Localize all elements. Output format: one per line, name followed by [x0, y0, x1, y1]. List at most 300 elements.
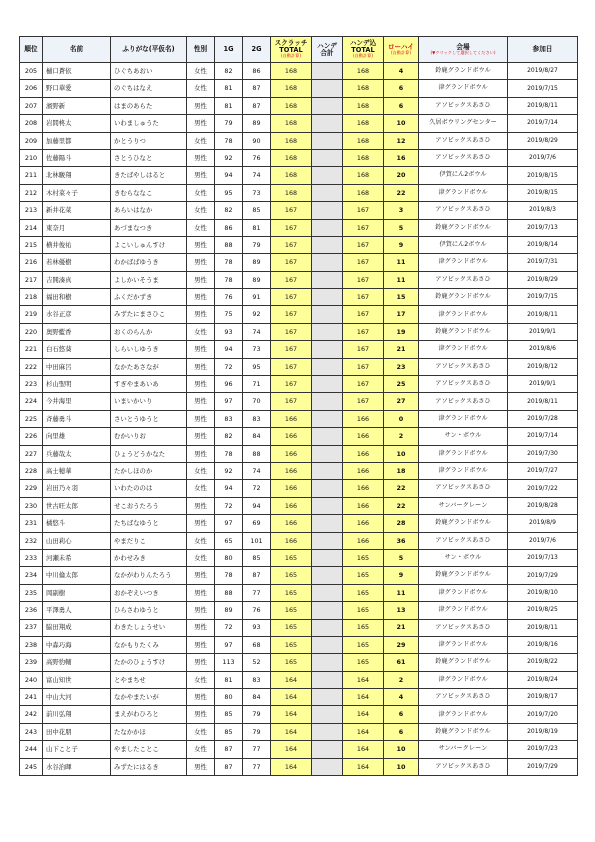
- scratch-total-cell: 167: [271, 323, 312, 340]
- date-cell[interactable]: 2019/8/15: [508, 167, 578, 184]
- name-cell: 中山大河: [43, 689, 111, 706]
- venue-select[interactable]: サンバークレーン: [419, 497, 508, 514]
- furigana-cell: いまいかいり: [111, 393, 187, 410]
- venue-select[interactable]: 伊賀にん2ボウル: [419, 236, 508, 253]
- name-cell: 世古旺太郎: [43, 497, 111, 514]
- table-row: [20, 706, 578, 723]
- lowhigh-cell: 4: [384, 689, 419, 706]
- date-cell[interactable]: 2019/7/14: [508, 428, 578, 445]
- handicap-cell[interactable]: [312, 689, 343, 706]
- venue-select[interactable]: 鈴鹿グランドボウル: [419, 654, 508, 671]
- table-row: [20, 723, 578, 740]
- scratch-total-cell: 166: [271, 462, 312, 479]
- lowhigh-cell: 11: [384, 271, 419, 288]
- game1-cell: 97: [215, 515, 243, 532]
- date-cell[interactable]: 2019/8/9: [508, 515, 578, 532]
- handicap-total-cell: 165: [343, 584, 384, 601]
- handicap-cell[interactable]: [312, 723, 343, 740]
- date-cell[interactable]: 2019/7/6: [508, 532, 578, 549]
- venue-select[interactable]: 津グランドボウル: [419, 80, 508, 97]
- scratch-total-cell: 167: [271, 341, 312, 358]
- venue-select[interactable]: 鈴鹿グランドボウル: [419, 289, 508, 306]
- date-cell[interactable]: 2019/8/28: [508, 497, 578, 514]
- gender-cell: 女性: [187, 184, 215, 201]
- scratch-total-cell: 167: [271, 254, 312, 271]
- game2-cell: 91: [243, 289, 271, 306]
- gender-cell: 男性: [187, 636, 215, 653]
- handicap-cell[interactable]: [312, 602, 343, 619]
- col-game1: 1G: [215, 37, 243, 63]
- furigana-cell: なかがわりんたろう: [111, 567, 187, 584]
- handicap-cell[interactable]: [312, 619, 343, 636]
- handicap-total-cell: 165: [343, 602, 384, 619]
- venue-select[interactable]: 久居ボウリングセンター: [419, 115, 508, 132]
- name-cell: 佐藤陽斗: [43, 149, 111, 166]
- handicap-cell[interactable]: [312, 323, 343, 340]
- venue-select[interactable]: 鈴鹿グランドボウル: [419, 515, 508, 532]
- col-lowhigh: [384, 37, 419, 63]
- rank-cell: 226: [20, 428, 43, 445]
- furigana-cell: さいとうゆうと: [111, 410, 187, 427]
- rank-cell: 228: [20, 462, 43, 479]
- lowhigh-cell: 2: [384, 428, 419, 445]
- rank-cell: 224: [20, 393, 43, 410]
- game1-cell: 75: [215, 306, 243, 323]
- handicap-cell[interactable]: [312, 532, 343, 549]
- date-cell[interactable]: 2019/8/15: [508, 184, 578, 201]
- venue-select[interactable]: アソビックスあさひ: [419, 480, 508, 497]
- game1-cell: 72: [215, 619, 243, 636]
- rank-cell: 241: [20, 689, 43, 706]
- game2-cell: 76: [243, 149, 271, 166]
- col-rank: 順位: [20, 37, 43, 63]
- game2-cell: 85: [243, 549, 271, 566]
- handicap-cell[interactable]: [312, 376, 343, 393]
- handicap-cell[interactable]: [312, 132, 343, 149]
- date-cell[interactable]: 2019/8/11: [508, 393, 578, 410]
- handicap-cell[interactable]: [312, 149, 343, 166]
- venue-select[interactable]: サンバークレーン: [419, 741, 508, 758]
- col-date: 参加日: [508, 37, 578, 63]
- furigana-cell: なかたあさなが: [111, 358, 187, 375]
- furigana-cell: あづまなつき: [111, 219, 187, 236]
- handicap-total-cell: 166: [343, 410, 384, 427]
- date-cell[interactable]: 2019/9/1: [508, 376, 578, 393]
- game2-cell: 74: [243, 167, 271, 184]
- handicap-cell[interactable]: [312, 428, 343, 445]
- col-name: 名前: [43, 37, 111, 63]
- scratch-total-cell: 164: [271, 741, 312, 758]
- scratch-total-cell: 168: [271, 167, 312, 184]
- col-scratch-label-2: TOTAL: [279, 45, 303, 54]
- venue-select[interactable]: 津グランドボウル: [419, 636, 508, 653]
- handicap-cell[interactable]: [312, 654, 343, 671]
- date-cell[interactable]: 2019/8/27: [508, 63, 578, 80]
- date-cell[interactable]: 2019/8/12: [508, 358, 578, 375]
- venue-select[interactable]: 津グランドボウル: [419, 254, 508, 271]
- date-cell[interactable]: 2019/8/11: [508, 619, 578, 636]
- lowhigh-cell: 23: [384, 358, 419, 375]
- handicap-cell[interactable]: [312, 184, 343, 201]
- handicap-cell[interactable]: [312, 584, 343, 601]
- venue-select[interactable]: 津グランドボウル: [419, 184, 508, 201]
- furigana-cell: せこおうたろう: [111, 497, 187, 514]
- date-cell[interactable]: 2019/8/10: [508, 584, 578, 601]
- date-cell[interactable]: 2019/8/3: [508, 202, 578, 219]
- name-cell: 田中花朋: [43, 723, 111, 740]
- venue-select[interactable]: 鈴鹿グランドボウル: [419, 219, 508, 236]
- venue-select[interactable]: 津グランドボウル: [419, 445, 508, 462]
- venue-select[interactable]: 鈴鹿グランドボウル: [419, 323, 508, 340]
- handicap-total-cell: 165: [343, 619, 384, 636]
- venue-select[interactable]: サン・ボウル: [419, 428, 508, 445]
- lowhigh-cell: 19: [384, 323, 419, 340]
- game1-cell: 97: [215, 636, 243, 653]
- handicap-total-cell: 168: [343, 115, 384, 132]
- game2-cell: 73: [243, 184, 271, 201]
- lowhigh-cell: 20: [384, 167, 419, 184]
- name-cell: 福田和樹: [43, 289, 111, 306]
- gender-cell: 女性: [187, 462, 215, 479]
- date-cell[interactable]: 2019/8/14: [508, 236, 578, 253]
- scratch-total-cell: 166: [271, 428, 312, 445]
- handicap-cell[interactable]: [312, 80, 343, 97]
- venue-select[interactable]: アソビックスあさひ: [419, 376, 508, 393]
- handicap-cell[interactable]: [312, 306, 343, 323]
- date-cell[interactable]: 2019/7/30: [508, 445, 578, 462]
- rank-cell: 206: [20, 80, 43, 97]
- furigana-cell: さとうひなと: [111, 149, 187, 166]
- handicap-cell[interactable]: [312, 271, 343, 288]
- rank-cell: 243: [20, 723, 43, 740]
- handicap-total-cell: 167: [343, 271, 384, 288]
- venue-select[interactable]: 津グランドボウル: [419, 410, 508, 427]
- table-row: [20, 254, 578, 271]
- venue-select[interactable]: 津グランドボウル: [419, 341, 508, 358]
- name-cell: 白石悠葵: [43, 341, 111, 358]
- handicap-cell[interactable]: [312, 254, 343, 271]
- gender-cell: 男性: [187, 376, 215, 393]
- date-cell[interactable]: 2019/8/19: [508, 723, 578, 740]
- handicap-total-cell: 167: [343, 219, 384, 236]
- date-cell[interactable]: 2019/8/11: [508, 306, 578, 323]
- handicap-total-cell: 165: [343, 636, 384, 653]
- handicap-cell[interactable]: [312, 515, 343, 532]
- date-cell[interactable]: 2019/7/6: [508, 149, 578, 166]
- col-venue: [419, 37, 508, 63]
- game1-cell: 79: [215, 115, 243, 132]
- lowhigh-cell: 27: [384, 393, 419, 410]
- rank-cell: 237: [20, 619, 43, 636]
- handicap-cell[interactable]: [312, 115, 343, 132]
- date-cell[interactable]: 2019/7/22: [508, 480, 578, 497]
- col-game2: 2G: [243, 37, 271, 63]
- date-cell[interactable]: 2019/7/15: [508, 289, 578, 306]
- handicap-cell[interactable]: [312, 706, 343, 723]
- col-venue-label: 会場: [456, 42, 470, 51]
- table-row: [20, 549, 578, 566]
- table-row: [20, 219, 578, 236]
- date-cell[interactable]: 2019/7/14: [508, 115, 578, 132]
- handicap-cell[interactable]: [312, 741, 343, 758]
- furigana-cell: やましたことこ: [111, 741, 187, 758]
- rank-cell: 233: [20, 549, 43, 566]
- venue-select[interactable]: アソビックスあさひ: [419, 689, 508, 706]
- rank-cell: 222: [20, 358, 43, 375]
- venue-select[interactable]: 津グランドボウル: [419, 602, 508, 619]
- lowhigh-cell: 21: [384, 341, 419, 358]
- venue-select[interactable]: 津グランドボウル: [419, 706, 508, 723]
- rank-cell: 230: [20, 497, 43, 514]
- gender-cell: 男性: [187, 428, 215, 445]
- table-row: [20, 323, 578, 340]
- game1-cell: 81: [215, 80, 243, 97]
- furigana-cell: あらいはなか: [111, 202, 187, 219]
- venue-select[interactable]: アソビックスあさひ: [419, 149, 508, 166]
- handicap-cell[interactable]: [312, 358, 343, 375]
- lowhigh-cell: 6: [384, 97, 419, 114]
- name-cell: 山田莉心: [43, 532, 111, 549]
- date-cell[interactable]: 2019/8/22: [508, 654, 578, 671]
- game1-cell: 87: [215, 741, 243, 758]
- venue-select[interactable]: アソビックスあさひ: [419, 132, 508, 149]
- table-row: [20, 184, 578, 201]
- date-cell[interactable]: 2019/8/29: [508, 271, 578, 288]
- date-cell[interactable]: 2019/7/20: [508, 706, 578, 723]
- handicap-cell[interactable]: [312, 167, 343, 184]
- rank-cell: 215: [20, 236, 43, 253]
- venue-select[interactable]: アソビックスあさひ: [419, 202, 508, 219]
- scratch-total-cell: 165: [271, 636, 312, 653]
- furigana-cell: ひょうどうかなた: [111, 445, 187, 462]
- handicap-cell[interactable]: [312, 480, 343, 497]
- gender-cell: 男性: [187, 271, 215, 288]
- date-cell[interactable]: 2019/7/15: [508, 80, 578, 97]
- handicap-total-cell: 166: [343, 428, 384, 445]
- scratch-total-cell: 166: [271, 480, 312, 497]
- table-row: [20, 515, 578, 532]
- game1-cell: 94: [215, 341, 243, 358]
- table-row: [20, 619, 578, 636]
- game1-cell: 92: [215, 462, 243, 479]
- handicap-total-cell: 166: [343, 532, 384, 549]
- furigana-cell: ふくだかずき: [111, 289, 187, 306]
- handicap-total-cell: 168: [343, 132, 384, 149]
- venue-select[interactable]: サン・ボウル: [419, 549, 508, 566]
- game2-cell: 70: [243, 393, 271, 410]
- lowhigh-cell: 10: [384, 445, 419, 462]
- venue-select[interactable]: アソビックスあさひ: [419, 97, 508, 114]
- furigana-cell: はまのあらた: [111, 97, 187, 114]
- venue-select[interactable]: アソビックスあさひ: [419, 532, 508, 549]
- gender-cell: 男性: [187, 358, 215, 375]
- date-cell[interactable]: 2019/7/29: [508, 567, 578, 584]
- lowhigh-cell: 11: [384, 254, 419, 271]
- scratch-total-cell: 167: [271, 358, 312, 375]
- name-cell: 木村菜々子: [43, 184, 111, 201]
- handicap-total-cell: 164: [343, 723, 384, 740]
- handicap-cell[interactable]: [312, 97, 343, 114]
- name-cell: 東奈月: [43, 219, 111, 236]
- handicap-cell[interactable]: [312, 758, 343, 775]
- handicap-cell[interactable]: [312, 63, 343, 80]
- gender-cell: 女性: [187, 549, 215, 566]
- name-cell: 高野豹輔: [43, 654, 111, 671]
- rank-cell: 234: [20, 567, 43, 584]
- scratch-total-cell: 164: [271, 758, 312, 775]
- furigana-cell: かとうりつ: [111, 132, 187, 149]
- date-cell[interactable]: 2019/7/28: [508, 410, 578, 427]
- furigana-cell: たなかかほ: [111, 723, 187, 740]
- handicap-cell[interactable]: [312, 219, 343, 236]
- date-cell[interactable]: 2019/7/23: [508, 741, 578, 758]
- game1-cell: 78: [215, 567, 243, 584]
- gender-cell: 女性: [187, 532, 215, 549]
- handicap-cell[interactable]: [312, 445, 343, 462]
- lowhigh-cell: 61: [384, 654, 419, 671]
- handicap-total-cell: 167: [343, 358, 384, 375]
- scratch-total-cell: 168: [271, 97, 312, 114]
- lowhigh-cell: 0: [384, 410, 419, 427]
- handicap-cell[interactable]: [312, 410, 343, 427]
- handicap-cell[interactable]: [312, 202, 343, 219]
- table-row: [20, 480, 578, 497]
- venue-select[interactable]: 津グランドボウル: [419, 584, 508, 601]
- name-cell: 若林優樹: [43, 254, 111, 271]
- venue-select[interactable]: 津グランドボウル: [419, 306, 508, 323]
- date-cell[interactable]: 2019/8/29: [508, 132, 578, 149]
- gender-cell: 男性: [187, 115, 215, 132]
- venue-select[interactable]: アソビックスあさひ: [419, 758, 508, 775]
- date-cell[interactable]: 2019/8/25: [508, 602, 578, 619]
- table-row: [20, 115, 578, 132]
- lowhigh-cell: 11: [384, 584, 419, 601]
- col-scratch-label: スクラッチ: [274, 39, 308, 48]
- name-cell: 岩田乃々羽: [43, 480, 111, 497]
- venue-select[interactable]: 鈴鹿グランドボウル: [419, 567, 508, 584]
- scratch-total-cell: 167: [271, 306, 312, 323]
- lowhigh-cell: 29: [384, 636, 419, 653]
- lowhigh-cell: 5: [384, 549, 419, 566]
- handicap-cell[interactable]: [312, 549, 343, 566]
- handicap-cell[interactable]: [312, 497, 343, 514]
- scratch-total-cell: 167: [271, 219, 312, 236]
- handicap-cell[interactable]: [312, 462, 343, 479]
- game1-cell: 94: [215, 480, 243, 497]
- scratch-total-cell: 168: [271, 80, 312, 97]
- handicap-cell[interactable]: [312, 341, 343, 358]
- handicap-cell[interactable]: [312, 671, 343, 688]
- gender-cell: 男性: [187, 567, 215, 584]
- rank-cell: 205: [20, 63, 43, 80]
- handicap-cell[interactable]: [312, 636, 343, 653]
- date-cell[interactable]: 2019/7/13: [508, 219, 578, 236]
- lowhigh-cell: 10: [384, 758, 419, 775]
- furigana-cell: きむらななこ: [111, 184, 187, 201]
- furigana-cell: まえがわひろと: [111, 706, 187, 723]
- lowhigh-cell: 21: [384, 619, 419, 636]
- table-row: [20, 393, 578, 410]
- venue-select[interactable]: アソビックスあさひ: [419, 619, 508, 636]
- handicap-cell[interactable]: [312, 236, 343, 253]
- date-cell[interactable]: 2019/7/27: [508, 462, 578, 479]
- gender-cell: 女性: [187, 741, 215, 758]
- furigana-cell: おかぞえいつき: [111, 584, 187, 601]
- venue-select[interactable]: 鈴鹿グランドボウル: [419, 63, 508, 80]
- game2-cell: 89: [243, 254, 271, 271]
- date-cell[interactable]: 2019/7/29: [508, 758, 578, 775]
- rank-cell: 210: [20, 149, 43, 166]
- gender-cell: 男性: [187, 254, 215, 271]
- venue-select[interactable]: 津グランドボウル: [419, 671, 508, 688]
- venue-select[interactable]: 伊賀にん2ボウル: [419, 167, 508, 184]
- handicap-cell[interactable]: [312, 567, 343, 584]
- handicap-total-cell: 165: [343, 549, 384, 566]
- game1-cell: 97: [215, 393, 243, 410]
- lowhigh-cell: 22: [384, 480, 419, 497]
- game1-cell: 92: [215, 149, 243, 166]
- table-row: [20, 289, 578, 306]
- lowhigh-cell: 17: [384, 306, 419, 323]
- venue-select[interactable]: 鈴鹿グランドボウル: [419, 723, 508, 740]
- game1-cell: 78: [215, 445, 243, 462]
- game2-cell: 79: [243, 236, 271, 253]
- venue-select[interactable]: 津グランドボウル: [419, 462, 508, 479]
- game1-cell: 93: [215, 323, 243, 340]
- date-cell[interactable]: 2019/7/31: [508, 254, 578, 271]
- date-cell[interactable]: 2019/8/11: [508, 97, 578, 114]
- game1-cell: 96: [215, 376, 243, 393]
- furigana-cell: ひらさわゆうと: [111, 602, 187, 619]
- name-cell: 橘悠斗: [43, 515, 111, 532]
- date-cell[interactable]: 2019/9/1: [508, 323, 578, 340]
- gender-cell: 男性: [187, 97, 215, 114]
- game2-cell: 77: [243, 741, 271, 758]
- table-row: [20, 741, 578, 758]
- game2-cell: 85: [243, 202, 271, 219]
- date-cell[interactable]: 2019/7/13: [508, 549, 578, 566]
- header-row: [20, 37, 578, 63]
- game1-cell: 81: [215, 97, 243, 114]
- date-cell[interactable]: 2019/8/16: [508, 636, 578, 653]
- gender-cell: 男性: [187, 584, 215, 601]
- handicap-cell[interactable]: [312, 393, 343, 410]
- lowhigh-cell: 15: [384, 289, 419, 306]
- game2-cell: 83: [243, 671, 271, 688]
- game2-cell: 81: [243, 219, 271, 236]
- date-cell[interactable]: 2019/8/17: [508, 689, 578, 706]
- table-row: [20, 602, 578, 619]
- scratch-total-cell: 168: [271, 115, 312, 132]
- handicap-total-cell: 168: [343, 184, 384, 201]
- name-cell: 岩間柊太: [43, 115, 111, 132]
- game2-cell: 89: [243, 271, 271, 288]
- name-cell: 加藤里都: [43, 132, 111, 149]
- venue-select[interactable]: アソビックスあさひ: [419, 393, 508, 410]
- date-cell[interactable]: 2019/8/24: [508, 671, 578, 688]
- venue-select[interactable]: アソビックスあさひ: [419, 358, 508, 375]
- lowhigh-cell: 3: [384, 202, 419, 219]
- rank-cell: 231: [20, 515, 43, 532]
- handicap-total-cell: 167: [343, 236, 384, 253]
- date-cell[interactable]: 2019/8/6: [508, 341, 578, 358]
- scratch-total-cell: 168: [271, 149, 312, 166]
- name-cell: 富山知世: [43, 671, 111, 688]
- handicap-total-cell: 165: [343, 567, 384, 584]
- venue-select[interactable]: アソビックスあさひ: [419, 271, 508, 288]
- handicap-cell[interactable]: [312, 289, 343, 306]
- rank-cell: 236: [20, 602, 43, 619]
